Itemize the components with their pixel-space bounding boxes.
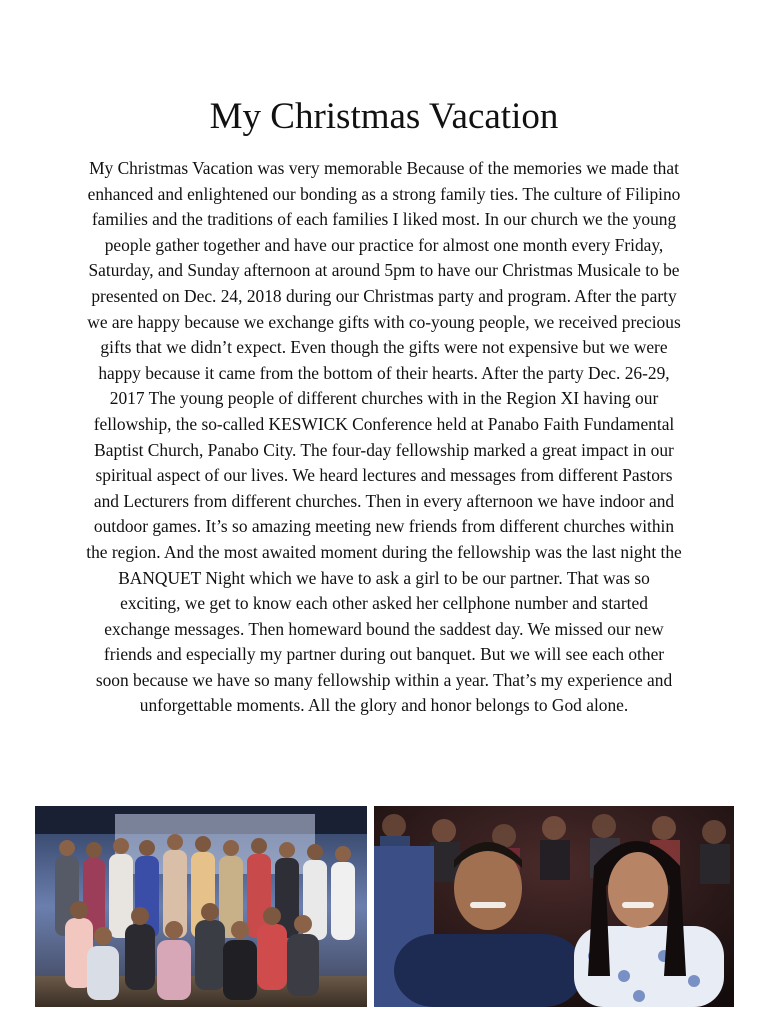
document-title: My Christmas Vacation — [209, 96, 559, 137]
document-body: My Christmas Vacation was very memorable Because of the memories we made that enhanced and enlightened our bonding as a strong family ties. The culture of Filipino families and the traditions of each families I liked most. In our church we the young people gather together and have our practice for almost one month every Friday, Saturday, and Sunday afternoon at around 5pm to have our Christmas Musicale to be presented on Dec. 24, 2018 during our Christmas party and program. After the party we are happy because we exchange gifts with co-young people, we received precious gifts that we didn’t expect. Even though the gifts were not expensive but we were happy because it came from the bottom of their hearts. After the party Dec. 26-29, 2017 The young people of different churches with in the Region XI having our fellowship, the so-called KESWICK Conference held at Panabo Faith Fundamental Baptist Church, Panabo City. The four-day fellowship marked a great impact in our spiritual aspect of our lives. We heard lectures and messages from different Pastors and Lecturers from different churches. Then in every afternoon we have indoor and outdoor games. It’s so amazing meeting new friends from different churches within the region. And the most awaited moment during the fellowship was the last night the BANQUET Night which we have to ask a girl to be our partner. That was so exciting, we get to know each other asked her cellphone number and started exchange messages. Then homeward bound the saddest day. We missed our new friends and especially my partner during out banquet. But we will see each other soon because we have so many fellowship within a year. That’s my experience and unforgettable moments. All the glory and honor belongs to God alone. — [86, 158, 682, 716]
couple-photo — [374, 806, 734, 1007]
group-photo — [35, 806, 367, 1007]
